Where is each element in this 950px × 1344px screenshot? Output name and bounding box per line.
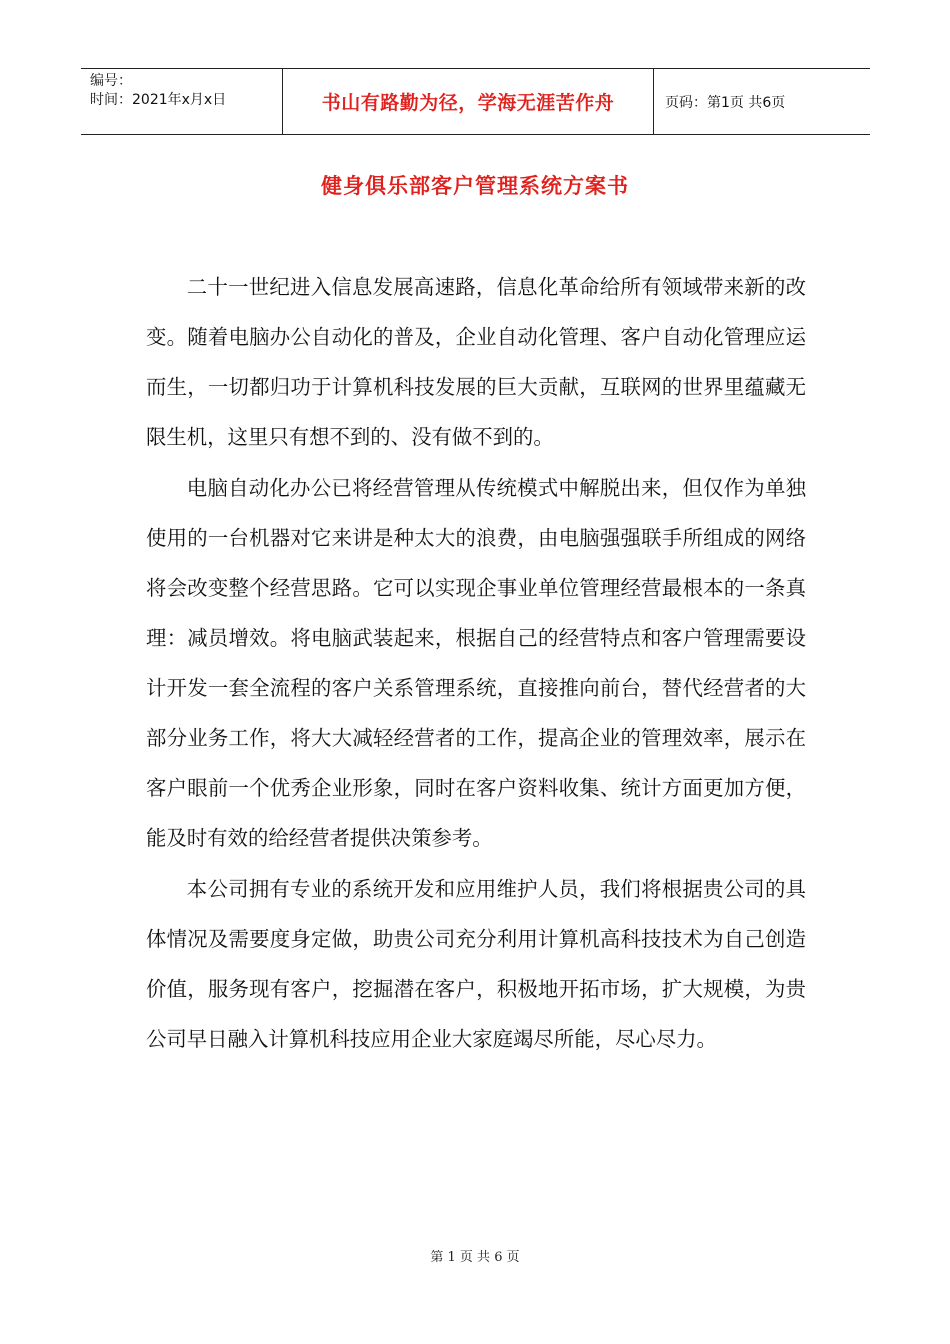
header-table — [81, 68, 870, 135]
document-body — [146, 262, 806, 1065]
page-info-text: 页码：第1页 共6页 — [665, 94, 786, 111]
paragraph-2: 电脑自动化办公已将经营管理从传统模式中解脱出来，但仅作为单独使用的一台机器对它来讲是种太大的浪费，由电脑强强联手所组成的网络将会改变整个经营思路。它可以实现企事业单位管理经营最根本的一条真理：减员增效。将电脑武装起来，根据自己的经营特点和客户管理需要设计开发一套全流程的客户关系管理系统，直接推向前台，替代经营者的大部分业务工作，将大大减轻经营者的工作，提高企业的管理效率，展示在客户眼前一个优秀企业形象，同时在客户资料收集、统计方面更加方便，能及时有效的给经营者提供决策参考。 — [146, 476, 806, 850]
motto-cell — [283, 69, 654, 134]
paragraph-3: 本公司拥有专业的系统开发和应用维护人员，我们将根据贵公司的具体情况及需要度身定做，助贵公司充分利用计算机高科技技术为自己创造价值，服务现有客户，挖掘潜在客户，积极地开拓市场，扩大规模，为贵公司早日融入计算机科技应用企业大家庭竭尽所能，尽心尽力。 — [146, 877, 806, 1051]
document-title: 健身俱乐部客户管理系统方案书 — [321, 174, 629, 198]
page-info-cell — [654, 69, 870, 134]
serial-label: 编号： — [90, 73, 132, 89]
motto-text: 书山有路勤为径，学海无涯苦作舟 — [321, 92, 615, 114]
paragraph-1: 二十一世纪进入信息发展高速路，信息化革命给所有领域带来新的改变。随着电脑办公自动化的普及，企业自动化管理、客户自动化管理应运而生，一切都归功于计算机科技发展的巨大贡献，互联网的世界里蕴藏无限生机，这里只有想不到的、没有做不到的。 — [146, 275, 806, 449]
header-meta-cell — [81, 69, 283, 134]
page-footer: 第 1 页 共 6 页 — [430, 1250, 520, 1265]
date-line: 时间：2021年x月x日 — [90, 92, 227, 108]
